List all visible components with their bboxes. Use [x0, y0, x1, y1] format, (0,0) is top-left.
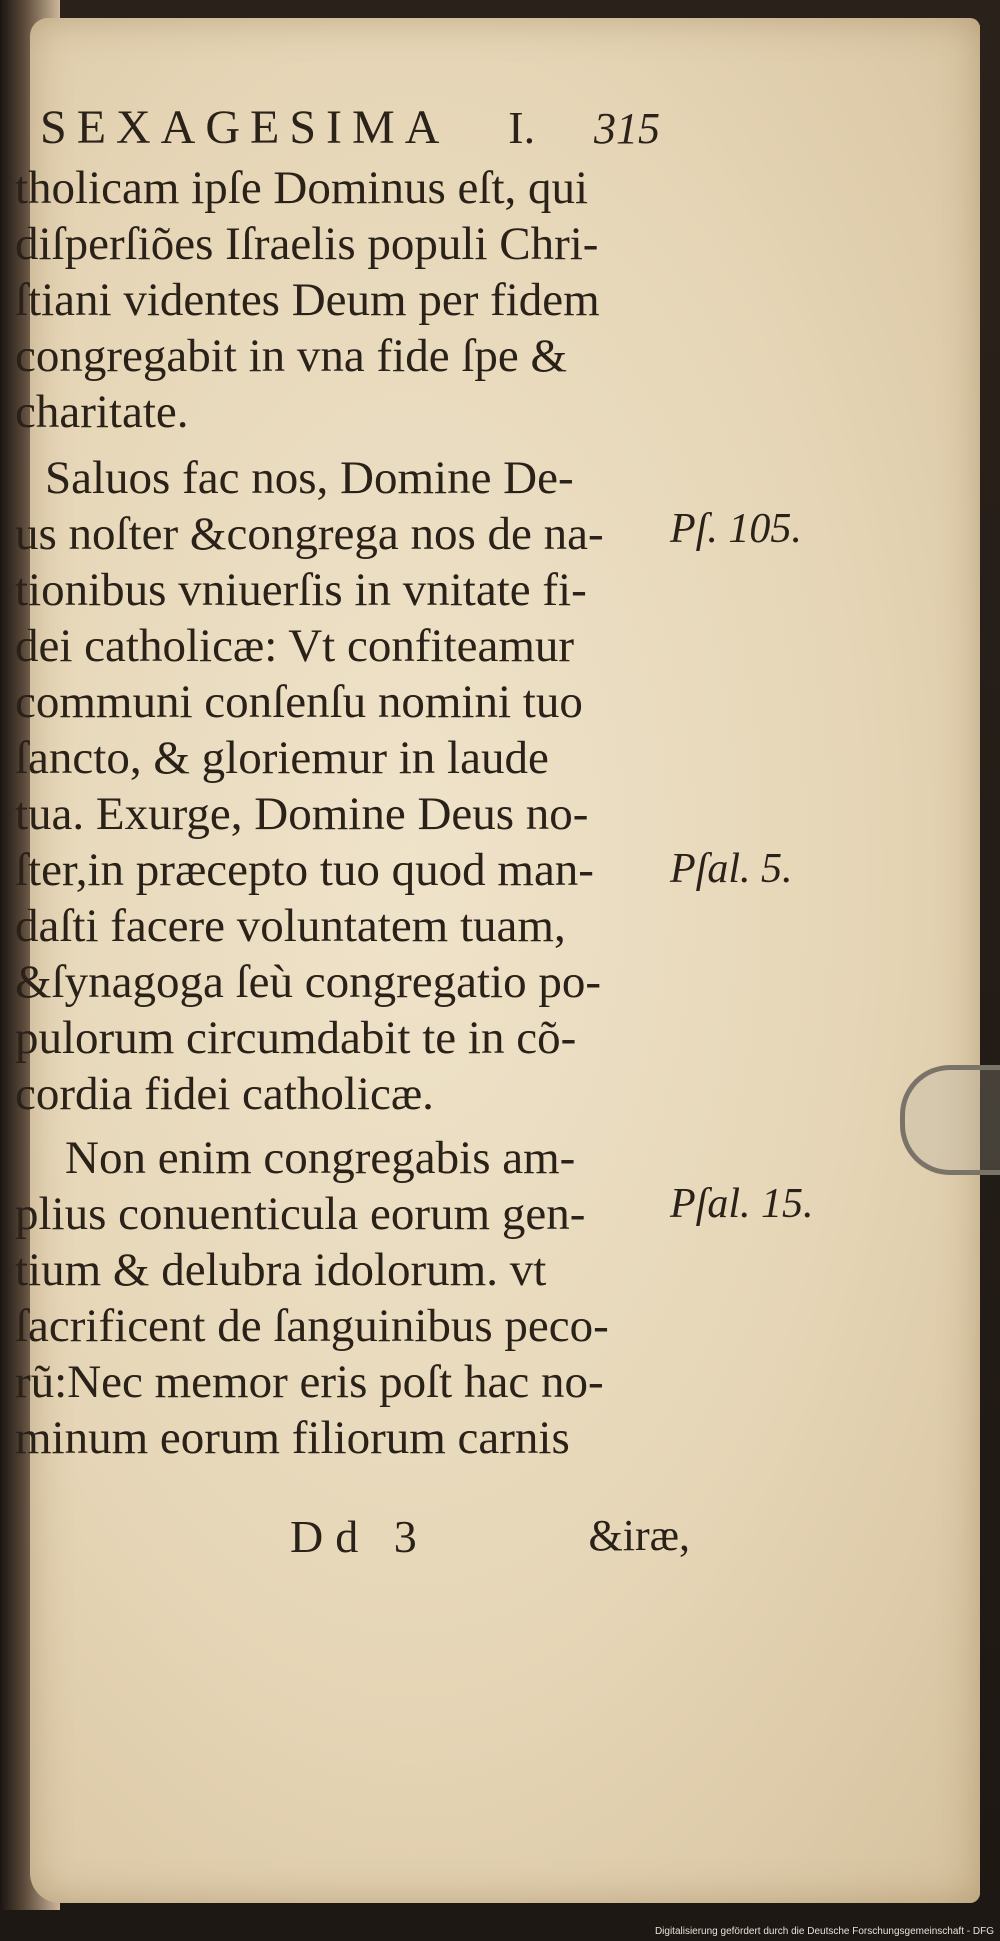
margin-note-psalm-15: Pſal. 15.	[670, 1181, 814, 1227]
text-line: congregabit in vna fide ſpe &	[15, 330, 568, 382]
text-line: minum eorum filiorum carnis	[15, 1412, 570, 1464]
text-line: Non enim congregabis am-	[65, 1132, 576, 1184]
text-line: cordia fidei catholicæ.	[15, 1068, 434, 1120]
page-footer	[290, 1510, 690, 1563]
text-line: plius conuenticula eorum gen-	[15, 1188, 586, 1240]
running-head	[40, 100, 660, 155]
text-line: ſter,in præcepto tuo quod man-	[15, 844, 594, 896]
text-line: ſancto, & gloriemur in laude	[15, 732, 549, 784]
text-line: &ſynagoga ſeù congregatio po-	[15, 956, 602, 1008]
text-line: communi conſenſu nomini tuo	[15, 676, 583, 728]
text-line: ſtiani videntes Deum per fidem	[15, 274, 600, 326]
text-line: pulorum circumdabit te in cõ-	[15, 1012, 577, 1064]
text-line: tionibus vniuerſis in vnitate fi-	[15, 564, 587, 616]
running-title: SEXAGESIMA	[40, 101, 450, 154]
clasp-icon	[900, 1065, 1000, 1175]
text-line: rũ:Nec memor eris poſt hac no-	[15, 1356, 604, 1408]
margin-note-psalm-105: Pſ. 105.	[670, 506, 802, 552]
text-line: charitate.	[15, 386, 189, 438]
text-line: us noſter &congrega nos de na-	[15, 508, 604, 560]
text-line: ſacrificent de ſanguinibus peco-	[15, 1300, 609, 1352]
text-line: diſperſiões Iſraelis populi Chri-	[15, 218, 599, 270]
text-line: dei catholicæ: Vt confiteamur	[15, 620, 575, 672]
page-number: 315	[594, 104, 660, 153]
text-line: tholicam ipſe Dominus eſt, qui	[15, 162, 589, 214]
text-line: daſti facere voluntatem tuam,	[15, 900, 566, 952]
catchword: &iræ,	[588, 1511, 690, 1560]
digitization-credit: Digitalisierung gefördert durch die Deutsche Forschungsgemeinschaft - DFG	[654, 1926, 994, 1937]
text-line: Saluos fac nos, Domine De-	[45, 452, 574, 504]
signature-mark: Dd 3	[290, 1511, 429, 1562]
text-line: tua. Exurge, Domine Deus no-	[15, 788, 589, 840]
running-part: I.	[508, 102, 536, 153]
margin-note-psalm-5: Pſal. 5.	[670, 846, 793, 892]
text-line: tium & delubra idolorum. vt	[15, 1244, 547, 1296]
